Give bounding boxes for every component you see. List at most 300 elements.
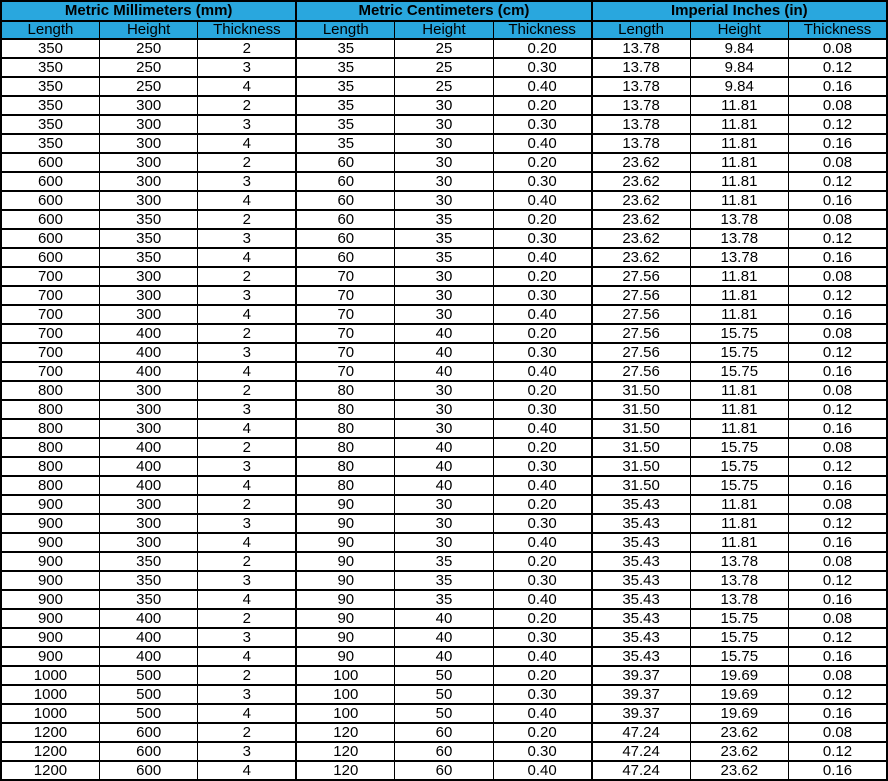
cell: 2 <box>198 324 296 343</box>
cell: 4 <box>198 134 296 153</box>
cell: 1000 <box>1 685 99 704</box>
cell: 11.81 <box>690 419 788 438</box>
group-header-metric-mm: Metric Millimeters (mm) <box>1 1 296 21</box>
cell: 3 <box>198 172 296 191</box>
cell: 400 <box>99 324 197 343</box>
cell: 300 <box>99 305 197 324</box>
cell: 13.78 <box>690 552 788 571</box>
cell: 0.12 <box>789 58 888 77</box>
cell: 60 <box>296 191 394 210</box>
cell: 30 <box>395 305 493 324</box>
table-row <box>1 381 887 400</box>
cell: 0.12 <box>789 229 888 248</box>
cell: 70 <box>296 267 394 286</box>
cell: 0.16 <box>789 134 888 153</box>
cell: 2 <box>198 39 296 58</box>
cell: 0.12 <box>789 628 888 647</box>
cell: 900 <box>1 571 99 590</box>
column-header-height-cm: Height <box>395 21 493 39</box>
cell: 60 <box>395 723 493 742</box>
cell: 250 <box>99 39 197 58</box>
cell: 0.12 <box>789 457 888 476</box>
cell: 0.08 <box>789 723 888 742</box>
cell: 100 <box>296 666 394 685</box>
cell: 31.50 <box>592 400 690 419</box>
cell: 19.69 <box>690 704 788 723</box>
cell: 90 <box>296 609 394 628</box>
cell: 35 <box>296 134 394 153</box>
cell: 0.20 <box>493 39 591 58</box>
cell: 70 <box>296 324 394 343</box>
cell: 90 <box>296 628 394 647</box>
cell: 0.16 <box>789 647 888 666</box>
cell: 350 <box>1 77 99 96</box>
cell: 0.12 <box>789 343 888 362</box>
cell: 0.40 <box>493 761 591 780</box>
cell: 0.16 <box>789 590 888 609</box>
cell: 0.12 <box>789 400 888 419</box>
cell: 2 <box>198 96 296 115</box>
cell: 350 <box>1 58 99 77</box>
cell: 0.30 <box>493 286 591 305</box>
cell: 19.69 <box>690 666 788 685</box>
cell: 13.78 <box>690 571 788 590</box>
cell: 0.40 <box>493 305 591 324</box>
cell: 13.78 <box>592 39 690 58</box>
cell: 0.20 <box>493 153 591 172</box>
cell: 60 <box>395 761 493 780</box>
cell: 4 <box>198 191 296 210</box>
cell: 13.78 <box>690 210 788 229</box>
cell: 50 <box>395 666 493 685</box>
cell: 300 <box>99 115 197 134</box>
cell: 0.16 <box>789 704 888 723</box>
table-row <box>1 191 887 210</box>
cell: 25 <box>395 39 493 58</box>
cell: 90 <box>296 552 394 571</box>
table-row <box>1 476 887 495</box>
table-row <box>1 628 887 647</box>
cell: 3 <box>198 115 296 134</box>
table-body <box>1 39 887 780</box>
cell: 2 <box>198 153 296 172</box>
cell: 13.78 <box>592 115 690 134</box>
table-header <box>1 1 887 39</box>
cell: 23.62 <box>592 153 690 172</box>
cell: 25 <box>395 77 493 96</box>
cell: 35.43 <box>592 495 690 514</box>
cell: 900 <box>1 514 99 533</box>
cell: 3 <box>198 514 296 533</box>
cell: 700 <box>1 343 99 362</box>
cell: 0.20 <box>493 552 591 571</box>
cell: 1000 <box>1 704 99 723</box>
cell: 30 <box>395 381 493 400</box>
cell: 800 <box>1 381 99 400</box>
cell: 35 <box>395 210 493 229</box>
cell: 400 <box>99 438 197 457</box>
cell: 39.37 <box>592 704 690 723</box>
table-row <box>1 419 887 438</box>
cell: 0.20 <box>493 723 591 742</box>
cell: 3 <box>198 58 296 77</box>
cell: 90 <box>296 533 394 552</box>
cell: 40 <box>395 609 493 628</box>
table-row <box>1 514 887 533</box>
cell: 4 <box>198 248 296 267</box>
cell: 0.20 <box>493 438 591 457</box>
cell: 1200 <box>1 761 99 780</box>
table-row <box>1 742 887 761</box>
table-row <box>1 229 887 248</box>
cell: 3 <box>198 229 296 248</box>
cell: 400 <box>99 647 197 666</box>
cell: 11.81 <box>690 172 788 191</box>
cell: 27.56 <box>592 267 690 286</box>
cell: 0.08 <box>789 552 888 571</box>
group-header-row <box>1 1 887 21</box>
table-row <box>1 552 887 571</box>
cell: 40 <box>395 324 493 343</box>
cell: 300 <box>99 381 197 400</box>
cell: 30 <box>395 533 493 552</box>
cell: 0.12 <box>789 742 888 761</box>
cell: 0.30 <box>493 571 591 590</box>
cell: 47.24 <box>592 761 690 780</box>
cell: 15.75 <box>690 362 788 381</box>
cell: 4 <box>198 305 296 324</box>
cell: 350 <box>99 552 197 571</box>
cell: 0.30 <box>493 58 591 77</box>
cell: 90 <box>296 514 394 533</box>
cell: 350 <box>99 210 197 229</box>
cell: 3 <box>198 685 296 704</box>
cell: 90 <box>296 495 394 514</box>
cell: 15.75 <box>690 476 788 495</box>
cell: 900 <box>1 647 99 666</box>
cell: 30 <box>395 419 493 438</box>
cell: 800 <box>1 476 99 495</box>
cell: 35 <box>296 58 394 77</box>
cell: 4 <box>198 476 296 495</box>
column-header-thickness-mm: Thickness <box>198 21 296 39</box>
cell: 800 <box>1 400 99 419</box>
cell: 0.30 <box>493 742 591 761</box>
cell: 35 <box>395 571 493 590</box>
cell: 600 <box>99 761 197 780</box>
cell: 30 <box>395 286 493 305</box>
cell: 15.75 <box>690 457 788 476</box>
table-row <box>1 210 887 229</box>
table-row <box>1 115 887 134</box>
cell: 0.16 <box>789 305 888 324</box>
cell: 0.20 <box>493 324 591 343</box>
cell: 400 <box>99 628 197 647</box>
cell: 2 <box>198 552 296 571</box>
table-row <box>1 400 887 419</box>
cell: 2 <box>198 609 296 628</box>
cell: 0.30 <box>493 229 591 248</box>
cell: 300 <box>99 96 197 115</box>
cell: 300 <box>99 514 197 533</box>
cell: 0.40 <box>493 704 591 723</box>
cell: 0.12 <box>789 571 888 590</box>
cell: 31.50 <box>592 457 690 476</box>
cell: 80 <box>296 381 394 400</box>
cell: 120 <box>296 723 394 742</box>
cell: 35 <box>395 248 493 267</box>
cell: 30 <box>395 495 493 514</box>
cell: 0.20 <box>493 666 591 685</box>
cell: 11.81 <box>690 191 788 210</box>
table-row <box>1 96 887 115</box>
cell: 13.78 <box>690 248 788 267</box>
cell: 0.12 <box>789 685 888 704</box>
cell: 70 <box>296 286 394 305</box>
table-row <box>1 267 887 286</box>
cell: 4 <box>198 761 296 780</box>
cell: 0.08 <box>789 666 888 685</box>
cell: 0.30 <box>493 514 591 533</box>
cell: 500 <box>99 704 197 723</box>
cell: 90 <box>296 571 394 590</box>
cell: 35.43 <box>592 514 690 533</box>
cell: 0.08 <box>789 39 888 58</box>
cell: 0.40 <box>493 476 591 495</box>
cell: 100 <box>296 685 394 704</box>
cell: 23.62 <box>592 248 690 267</box>
cell: 600 <box>1 229 99 248</box>
cell: 120 <box>296 761 394 780</box>
cell: 35 <box>296 39 394 58</box>
cell: 4 <box>198 419 296 438</box>
cell: 300 <box>99 267 197 286</box>
cell: 23.62 <box>592 229 690 248</box>
cell: 300 <box>99 419 197 438</box>
cell: 0.08 <box>789 153 888 172</box>
cell: 30 <box>395 191 493 210</box>
cell: 27.56 <box>592 305 690 324</box>
cell: 2 <box>198 495 296 514</box>
table-row <box>1 77 887 96</box>
cell: 11.81 <box>690 533 788 552</box>
cell: 2 <box>198 438 296 457</box>
cell: 300 <box>99 286 197 305</box>
table-row <box>1 305 887 324</box>
column-header-thickness-cm: Thickness <box>493 21 591 39</box>
table-row <box>1 343 887 362</box>
cell: 0.30 <box>493 400 591 419</box>
cell: 250 <box>99 77 197 96</box>
column-header-height-in: Height <box>690 21 788 39</box>
cell: 9.84 <box>690 58 788 77</box>
cell: 30 <box>395 514 493 533</box>
cell: 0.40 <box>493 533 591 552</box>
column-header-length-mm: Length <box>1 21 99 39</box>
cell: 40 <box>395 628 493 647</box>
cell: 60 <box>296 210 394 229</box>
table-row <box>1 761 887 780</box>
table-row <box>1 324 887 343</box>
cell: 40 <box>395 457 493 476</box>
cell: 500 <box>99 666 197 685</box>
cell: 19.69 <box>690 685 788 704</box>
cell: 1000 <box>1 666 99 685</box>
cell: 0.08 <box>789 267 888 286</box>
cell: 600 <box>1 191 99 210</box>
cell: 3 <box>198 628 296 647</box>
cell: 800 <box>1 438 99 457</box>
table-row <box>1 153 887 172</box>
cell: 60 <box>395 742 493 761</box>
cell: 15.75 <box>690 324 788 343</box>
cell: 800 <box>1 457 99 476</box>
cell: 80 <box>296 476 394 495</box>
cell: 35 <box>296 115 394 134</box>
cell: 13.78 <box>592 77 690 96</box>
cell: 23.62 <box>690 761 788 780</box>
cell: 0.16 <box>789 761 888 780</box>
cell: 90 <box>296 647 394 666</box>
cell: 0.16 <box>789 248 888 267</box>
cell: 27.56 <box>592 343 690 362</box>
cell: 0.12 <box>789 514 888 533</box>
table-row <box>1 533 887 552</box>
cell: 0.20 <box>493 609 591 628</box>
cell: 31.50 <box>592 419 690 438</box>
cell: 0.30 <box>493 628 591 647</box>
cell: 0.40 <box>493 647 591 666</box>
cell: 11.81 <box>690 96 788 115</box>
cell: 35.43 <box>592 552 690 571</box>
cell: 15.75 <box>690 628 788 647</box>
cell: 600 <box>1 210 99 229</box>
cell: 23.62 <box>592 172 690 191</box>
column-header-row <box>1 21 887 39</box>
cell: 80 <box>296 419 394 438</box>
cell: 11.81 <box>690 267 788 286</box>
table-row <box>1 58 887 77</box>
cell: 35 <box>395 229 493 248</box>
cell: 2 <box>198 381 296 400</box>
cell: 40 <box>395 362 493 381</box>
cell: 900 <box>1 628 99 647</box>
cell: 600 <box>1 153 99 172</box>
cell: 60 <box>296 248 394 267</box>
cell: 4 <box>198 647 296 666</box>
cell: 9.84 <box>690 77 788 96</box>
table-row <box>1 134 887 153</box>
cell: 30 <box>395 96 493 115</box>
cell: 0.08 <box>789 609 888 628</box>
cell: 400 <box>99 343 197 362</box>
cell: 11.81 <box>690 115 788 134</box>
cell: 50 <box>395 685 493 704</box>
cell: 2 <box>198 210 296 229</box>
cell: 700 <box>1 286 99 305</box>
cell: 0.16 <box>789 533 888 552</box>
cell: 80 <box>296 400 394 419</box>
cell: 900 <box>1 533 99 552</box>
cell: 400 <box>99 362 197 381</box>
cell: 0.16 <box>789 419 888 438</box>
cell: 3 <box>198 400 296 419</box>
cell: 0.30 <box>493 172 591 191</box>
cell: 35.43 <box>592 647 690 666</box>
table-row <box>1 438 887 457</box>
cell: 0.12 <box>789 286 888 305</box>
cell: 11.81 <box>690 286 788 305</box>
cell: 300 <box>99 134 197 153</box>
cell: 11.81 <box>690 495 788 514</box>
cell: 0.16 <box>789 476 888 495</box>
cell: 4 <box>198 533 296 552</box>
cell: 0.08 <box>789 381 888 400</box>
cell: 35 <box>395 552 493 571</box>
cell: 3 <box>198 571 296 590</box>
cell: 4 <box>198 77 296 96</box>
cell: 0.40 <box>493 77 591 96</box>
cell: 0.20 <box>493 267 591 286</box>
column-header-height-mm: Height <box>99 21 197 39</box>
cell: 0.08 <box>789 324 888 343</box>
cell: 35.43 <box>592 628 690 647</box>
cell: 350 <box>1 115 99 134</box>
cell: 0.40 <box>493 191 591 210</box>
cell: 900 <box>1 609 99 628</box>
table-row <box>1 286 887 305</box>
cell: 70 <box>296 343 394 362</box>
cell: 4 <box>198 362 296 381</box>
table-row <box>1 362 887 381</box>
table-row <box>1 39 887 58</box>
cell: 0.16 <box>789 362 888 381</box>
cell: 11.81 <box>690 400 788 419</box>
cell: 0.08 <box>789 210 888 229</box>
cell: 600 <box>1 172 99 191</box>
cell: 4 <box>198 704 296 723</box>
cell: 30 <box>395 267 493 286</box>
cell: 35.43 <box>592 571 690 590</box>
cell: 600 <box>99 742 197 761</box>
column-header-thickness-in: Thickness <box>789 21 888 39</box>
cell: 500 <box>99 685 197 704</box>
column-header-length-cm: Length <box>296 21 394 39</box>
cell: 40 <box>395 647 493 666</box>
cell: 90 <box>296 590 394 609</box>
cell: 25 <box>395 58 493 77</box>
table-row <box>1 647 887 666</box>
cell: 400 <box>99 476 197 495</box>
cell: 13.78 <box>592 96 690 115</box>
cell: 300 <box>99 495 197 514</box>
cell: 700 <box>1 324 99 343</box>
cell: 400 <box>99 609 197 628</box>
cell: 900 <box>1 552 99 571</box>
cell: 50 <box>395 704 493 723</box>
cell: 39.37 <box>592 685 690 704</box>
table-row <box>1 685 887 704</box>
table-row <box>1 495 887 514</box>
cell: 23.62 <box>690 742 788 761</box>
cell: 35 <box>296 96 394 115</box>
cell: 300 <box>99 533 197 552</box>
cell: 47.24 <box>592 742 690 761</box>
cell: 350 <box>1 134 99 153</box>
cell: 3 <box>198 343 296 362</box>
cell: 35 <box>296 77 394 96</box>
cell: 80 <box>296 438 394 457</box>
